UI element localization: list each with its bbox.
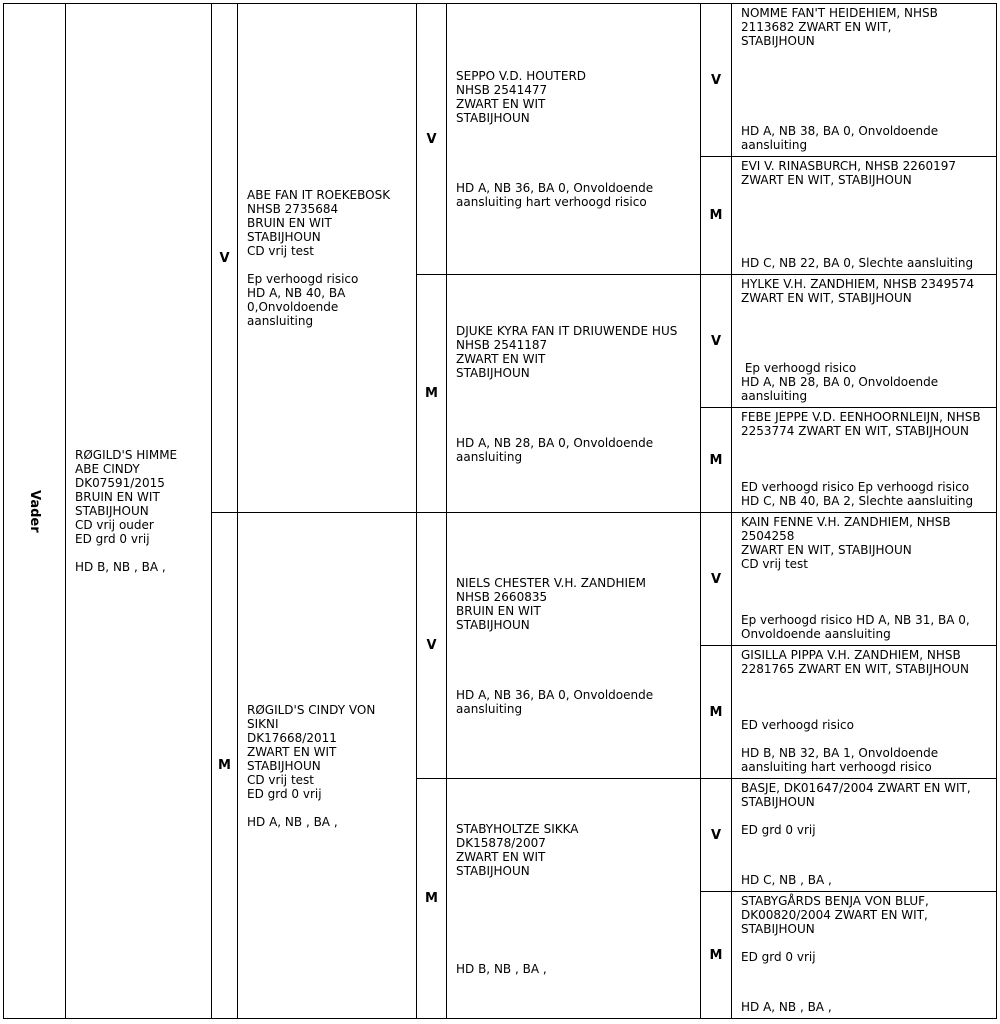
- line-gap: [456, 139, 695, 153]
- line-gap: [75, 546, 205, 560]
- line-gap: [456, 878, 695, 892]
- text-line: HD A, NB 40, BA: [247, 286, 346, 300]
- text-line: HD C, NB 40, BA 2, Slechte aansluiting: [741, 494, 974, 508]
- gen4-dog-health: [741, 1000, 992, 1014]
- text-line: HD C, NB , BA ,: [741, 873, 832, 887]
- text-line: ED grd 0 vrij: [75, 532, 150, 546]
- gen3-dog-text: [456, 822, 695, 976]
- text-line: BRUIN EN WIT: [247, 216, 332, 230]
- gen4-sex-cell-3: [700, 407, 732, 513]
- gen4-dog-health: [741, 480, 992, 508]
- sex-label: V: [426, 131, 437, 147]
- text-line: NIELS CHESTER V.H. ZANDHIEM: [456, 575, 646, 590]
- text-line: Ep verhoogd risico: [741, 361, 857, 375]
- gen4-dog-identity: [741, 6, 992, 48]
- gen2-dog-cell-1: [237, 512, 417, 1019]
- line-gap: [741, 936, 992, 950]
- gen3-dog-cell-3: [446, 778, 701, 1019]
- line-gap: [456, 167, 695, 181]
- text-line: STABIJHOUN: [456, 617, 530, 632]
- sex-label: M: [425, 891, 438, 906]
- text-line: NHSB 2735684: [247, 202, 339, 216]
- text-line: NHSB 2660835: [456, 589, 548, 604]
- text-line: HD A, NB 36, BA 0, Onvoldoende: [456, 181, 654, 195]
- sex-label: M: [218, 758, 231, 773]
- text-line: STABIJHOUN: [247, 230, 321, 244]
- side-label-cell: [3, 3, 66, 1019]
- text-line: STABIJHOUN: [456, 111, 530, 125]
- text-line: ABE FAN IT ROEKEBOSK: [247, 188, 391, 202]
- text-line: aansluiting hart verhoogd risico: [456, 195, 647, 209]
- text-line: STABIJHOUN: [247, 758, 321, 773]
- line-gap: [456, 125, 695, 139]
- text-line: SIKNI: [247, 716, 279, 731]
- text-line: STABIJHOUN: [741, 922, 815, 936]
- gen4-dog-identity: [741, 159, 992, 187]
- text-line: ZWART EN WIT: [456, 849, 546, 864]
- line-gap: [456, 380, 695, 394]
- line-gap: [456, 394, 695, 408]
- gen2-sex-cell-0: [211, 3, 238, 513]
- gen4-sex-cell-0: [700, 3, 732, 157]
- gen4-dog-identity: [741, 648, 992, 676]
- text-line: BRUIN EN WIT: [75, 490, 160, 504]
- text-line: DK15878/2007: [456, 835, 546, 850]
- sex-label: M: [709, 208, 723, 223]
- text-line: ZWART EN WIT, STABIJHOUN: [741, 543, 912, 557]
- text-line: 2281765 ZWART EN WIT, STABIJHOUN: [741, 662, 970, 676]
- gen2-sex-cell-1: [211, 512, 238, 1019]
- text-line: GISILLA PIPPA V.H. ZANDHIEM, NHSB: [741, 648, 961, 662]
- text-line: ED grd 0 vrij: [247, 786, 322, 801]
- text-line: HD C, NB 22, BA 0, Slechte aansluiting: [741, 256, 974, 270]
- line-gap: [456, 934, 695, 948]
- gen3-dog-text: [456, 576, 695, 716]
- sex-label: M: [709, 704, 723, 720]
- text-line: STABIJHOUN: [741, 34, 815, 48]
- line-gap: [741, 732, 992, 746]
- gen4-dog-identity: [741, 277, 992, 305]
- gen4-sex-cell-2: [700, 274, 732, 408]
- line-gap: [456, 408, 695, 422]
- text-line: DK17668/2011: [247, 730, 337, 745]
- text-line: RØGILD'S CINDY VON: [247, 702, 376, 717]
- gen3-dog-text: [456, 69, 695, 209]
- gen4-sex-cell-7: [700, 891, 732, 1019]
- text-line: aansluiting: [247, 314, 314, 328]
- gen4-dog-health: [741, 613, 992, 641]
- text-line: 2504258: [741, 529, 795, 543]
- text-line: 0,Onvoldoende: [247, 300, 339, 314]
- sex-label: V: [710, 571, 722, 587]
- text-line: ED grd 0 vrij: [741, 950, 816, 964]
- text-line: HD B, NB , BA ,: [75, 560, 166, 574]
- text-line: ZWART EN WIT: [456, 97, 546, 111]
- text-line: HD A, NB , BA ,: [741, 1000, 832, 1014]
- gen4-dog-identity: [741, 894, 992, 964]
- gen4-dog-cell-0: [731, 3, 997, 157]
- text-line: KAIN FENNE V.H. ZANDHIEM, NHSB: [741, 515, 951, 529]
- text-line: HD A, NB 28, BA 0, Onvoldoende: [741, 375, 939, 389]
- gen4-dog-health: [741, 256, 992, 270]
- text-line: NHSB 2541187: [456, 337, 548, 352]
- text-line: aansluiting hart verhoogd risico: [741, 760, 932, 774]
- gen3-dog-text: [456, 324, 695, 464]
- gen4-dog-cell-5: [731, 645, 997, 779]
- sex-label: M: [425, 386, 438, 401]
- gen4-sex-cell-1: [700, 156, 732, 275]
- text-line: EVI V. RINASBURCH, NHSB 2260197: [741, 159, 957, 173]
- gen4-sex-cell-4: [700, 512, 732, 646]
- gen1-dog-text: [75, 448, 205, 574]
- gen4-dog-identity: [741, 781, 992, 837]
- gen4-dog-health: [741, 718, 992, 774]
- line-gap: [456, 892, 695, 906]
- gen4-dog-cell-6: [731, 778, 997, 892]
- gen4-dog-cell-4: [731, 512, 997, 646]
- text-line: Ep verhoogd risico: [247, 272, 359, 286]
- text-line: aansluiting: [741, 138, 808, 152]
- gen4-dog-cell-7: [731, 891, 997, 1019]
- gen3-dog-cell-0: [446, 3, 701, 275]
- line-gap: [456, 660, 695, 674]
- gen4-dog-health: [741, 361, 992, 403]
- text-line: Ep verhoogd risico HD A, NB 31, BA 0,: [741, 613, 970, 627]
- text-line: BRUIN EN WIT: [456, 603, 541, 618]
- gen2-dog-text: [247, 188, 410, 328]
- text-line: 2253774 ZWART EN WIT, STABIJHOUN: [741, 424, 970, 438]
- gen3-sex-cell-3: [416, 778, 447, 1019]
- line-gap: [456, 422, 695, 436]
- line-gap: [456, 674, 695, 688]
- text-line: BASJE, DK01647/2004 ZWART EN WIT,: [741, 781, 971, 795]
- text-line: CD vrij ouder: [75, 518, 154, 532]
- text-line: ZWART EN WIT, STABIJHOUN: [741, 173, 912, 187]
- text-line: NOMME FAN'T HEIDEHIEM, NHSB: [741, 6, 938, 20]
- gen4-dog-cell-3: [731, 407, 997, 513]
- line-gap: [741, 809, 992, 823]
- text-line: HD A, NB , BA ,: [247, 814, 338, 829]
- text-line: HYLKE V.H. ZANDHIEM, NHSB 2349574: [741, 277, 975, 291]
- gen4-dog-cell-2: [731, 274, 997, 408]
- text-line: ZWART EN WIT, STABIJHOUN: [741, 291, 912, 305]
- line-gap: [456, 906, 695, 920]
- gen1-dog-cell: [65, 3, 212, 1019]
- text-line: ZWART EN WIT: [247, 744, 337, 759]
- text-line: STABIJHOUN: [741, 795, 815, 809]
- text-line: STABIJHOUN: [75, 504, 149, 518]
- gen3-sex-cell-0: [416, 3, 447, 275]
- line-gap: [456, 646, 695, 660]
- text-line: FEBE JEPPE V.D. EENHOORNLEIJN, NHSB: [741, 410, 981, 424]
- line-gap: [456, 948, 695, 962]
- sex-label: V: [219, 250, 230, 266]
- text-line: HD B, NB , BA ,: [456, 961, 547, 976]
- gen3-dog-cell-2: [446, 512, 701, 779]
- gen4-dog-health: [741, 124, 992, 152]
- text-line: HD A, NB 28, BA 0, Onvoldoende: [456, 435, 654, 450]
- sex-label: V: [710, 827, 722, 843]
- text-line: HD A, NB 36, BA 0, Onvoldoende: [456, 687, 654, 702]
- text-line: ABE CINDY: [75, 462, 140, 476]
- line-gap: [456, 920, 695, 934]
- text-line: STABYGÅRDS BENJA VON BLUF,: [741, 894, 929, 908]
- text-line: DK07591/2015: [75, 476, 165, 490]
- gen4-dog-cell-1: [731, 156, 997, 275]
- text-line: STABIJHOUN: [456, 365, 530, 380]
- text-line: CD vrij test: [247, 244, 314, 258]
- text-line: RØGILD'S HIMME: [75, 448, 178, 462]
- text-line: ZWART EN WIT: [456, 351, 546, 366]
- text-line: STABIJHOUN: [456, 863, 530, 878]
- gen4-dog-identity: [741, 515, 992, 571]
- line-gap: [456, 632, 695, 646]
- sex-label: M: [709, 452, 723, 468]
- gen2-dog-text: [247, 703, 410, 829]
- text-line: ED grd 0 vrij: [741, 823, 816, 837]
- gen3-dog-cell-1: [446, 274, 701, 513]
- side-label: Vader: [27, 489, 42, 533]
- text-line: aansluiting: [456, 449, 523, 464]
- text-line: HD A, NB 38, BA 0, Onvoldoende: [741, 124, 939, 138]
- text-line: 2113682 ZWART EN WIT,: [741, 20, 892, 34]
- text-line: SEPPO V.D. HOUTERD: [456, 69, 587, 83]
- text-line: DJUKE KYRA FAN IT DRIUWENDE HUS: [456, 323, 678, 338]
- text-line: HD B, NB 32, BA 1, Onvoldoende: [741, 746, 939, 760]
- sex-label: V: [710, 333, 722, 349]
- gen4-sex-cell-5: [700, 645, 732, 779]
- line-gap: [247, 258, 410, 272]
- text-line: ED verhoogd risico Ep verhoogd risico: [741, 480, 970, 494]
- gen2-dog-cell-0: [237, 3, 417, 513]
- sex-label: V: [710, 72, 722, 88]
- gen4-dog-identity: [741, 410, 992, 438]
- text-line: ED verhoogd risico: [741, 718, 854, 732]
- gen4-dog-health: [741, 873, 992, 887]
- sex-label: M: [709, 947, 723, 963]
- gen3-sex-cell-1: [416, 274, 447, 513]
- text-line: DK00820/2004 ZWART EN WIT,: [741, 908, 928, 922]
- text-line: CD vrij test: [741, 557, 808, 571]
- gen4-sex-cell-6: [700, 778, 732, 892]
- sex-label: V: [426, 638, 437, 653]
- text-line: NHSB 2541477: [456, 83, 548, 97]
- text-line: Onvoldoende aansluiting: [741, 627, 891, 641]
- text-line: aansluiting: [741, 389, 808, 403]
- text-line: STABYHOLTZE SIKKA: [456, 821, 579, 836]
- text-line: CD vrij test: [247, 772, 314, 787]
- line-gap: [456, 153, 695, 167]
- line-gap: [247, 801, 410, 815]
- gen3-sex-cell-2: [416, 512, 447, 779]
- text-line: aansluiting: [456, 701, 523, 716]
